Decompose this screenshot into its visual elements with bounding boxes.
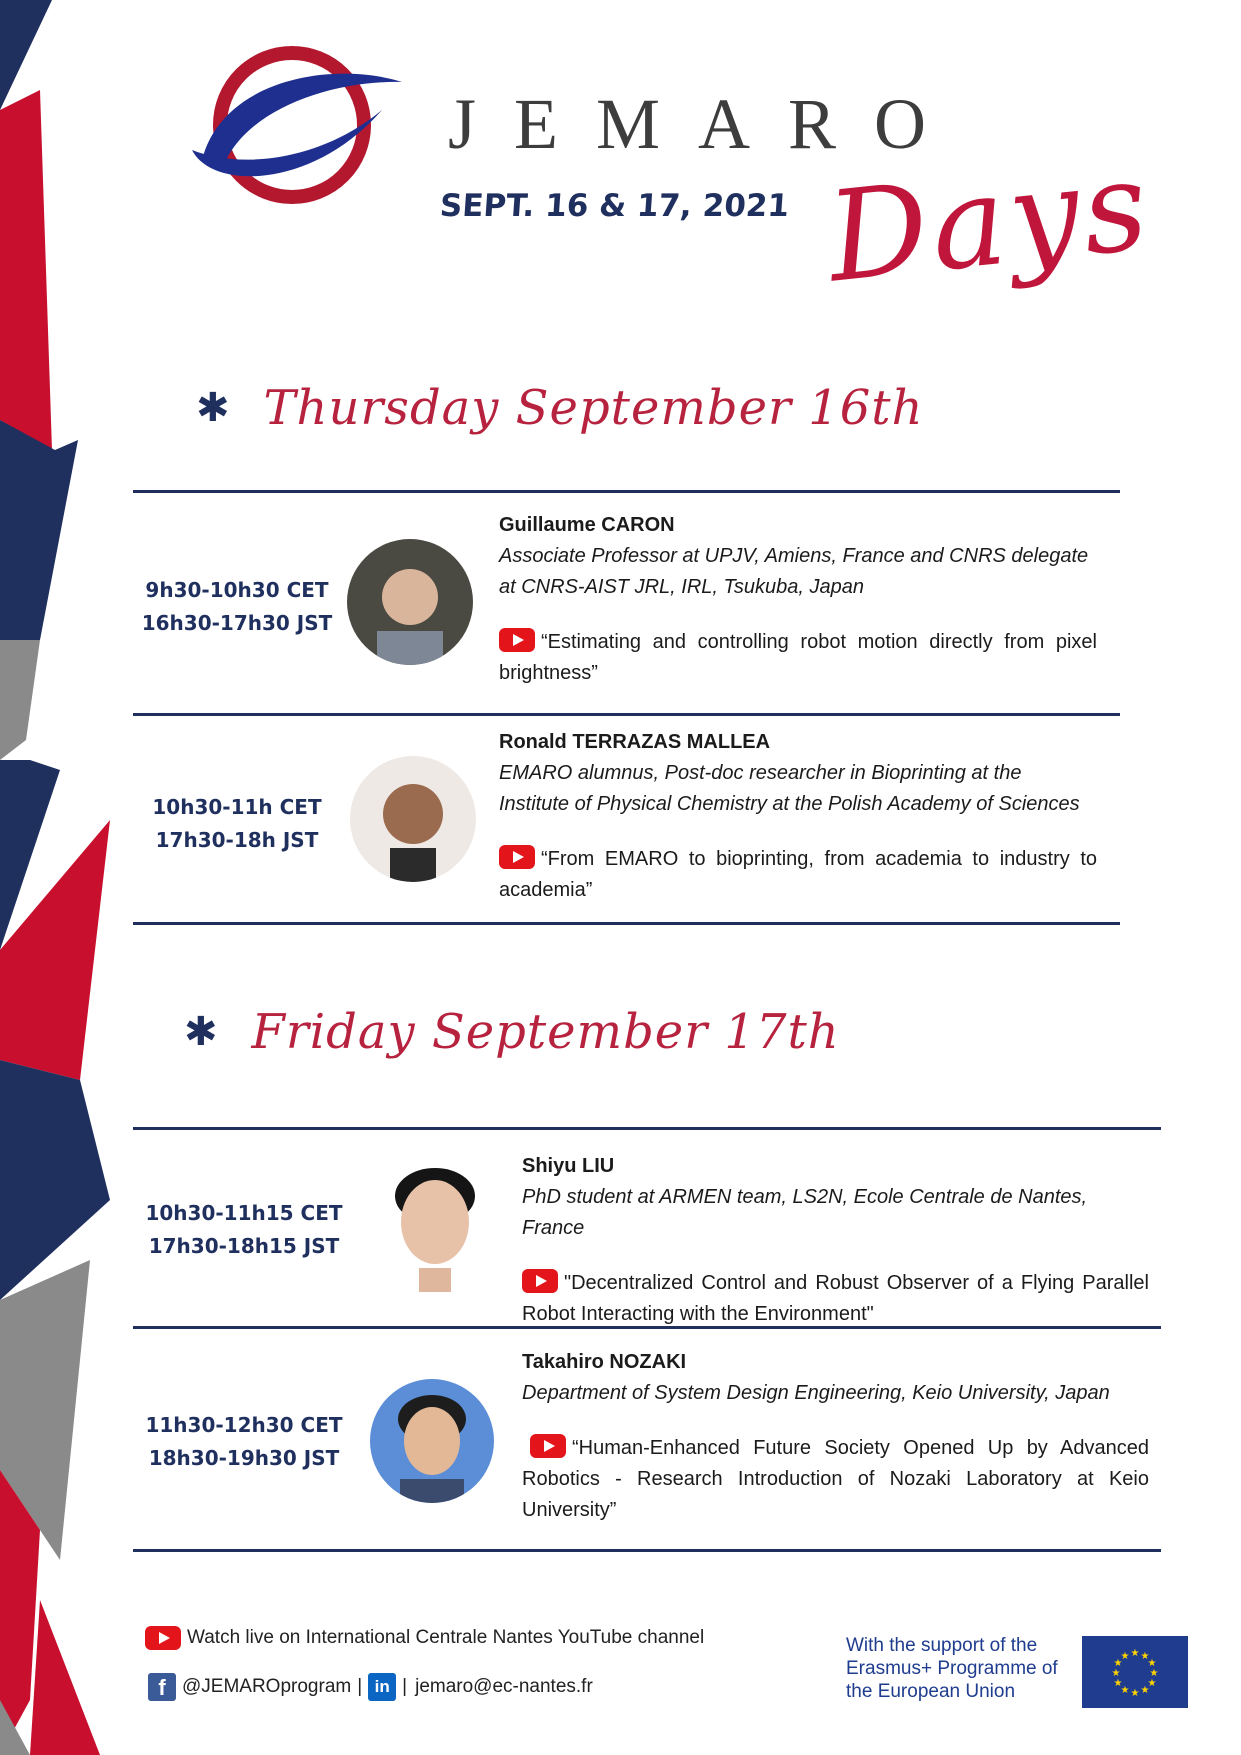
watch-live-line (145, 1626, 704, 1650)
talk-time (122, 574, 352, 640)
talk-time (129, 1197, 359, 1263)
eu-flag-icon (1082, 1636, 1188, 1708)
eu-support-text: With the support of the Erasmus+ Programme of the European Union (846, 1635, 1058, 1702)
day-heading-friday (184, 1004, 840, 1060)
svg-text:★: ★ (1130, 1648, 1140, 1659)
talk-title: "Decentralized Control and Robust Observer of a Flying Parallel Robot Interacting with the Environment" (522, 1272, 1149, 1325)
talk-info (499, 727, 1097, 906)
svg-text:★: ★ (1130, 1688, 1140, 1699)
talk-info (499, 510, 1097, 689)
facebook-handle[interactable]: @JEMAROprogram (182, 1676, 352, 1697)
time-jst: 16h30-17h30 JST (141, 611, 333, 635)
decorative-stars (0, 0, 140, 1755)
divider (133, 1127, 1161, 1130)
day-heading-thursday (196, 380, 924, 436)
svg-text:★: ★ (1120, 1685, 1130, 1696)
speaker-role: EMARO alumnus, Post-doc researcher in Bioprinting at the Institute of Physical Chemistry at the Polish Academy of Sciences (499, 762, 1080, 815)
talk-info (522, 1151, 1149, 1330)
speaker-name: Takahiro NOZAKI (522, 1351, 687, 1373)
speaker-role: Department of System Design Engineering, Keio University, Japan (522, 1382, 1110, 1404)
talk-info (522, 1347, 1149, 1526)
social-line (148, 1673, 593, 1701)
linkedin-icon[interactable]: in (368, 1673, 396, 1701)
talk-time (122, 791, 352, 857)
divider (133, 922, 1120, 925)
svg-text:★: ★ (1140, 1685, 1150, 1696)
svg-text:★: ★ (1147, 1658, 1157, 1669)
days-script-title: Days (821, 133, 1158, 311)
separator: | (402, 1676, 408, 1697)
youtube-icon[interactable] (530, 1434, 566, 1458)
divider (133, 1549, 1161, 1552)
svg-text:★: ★ (1113, 1658, 1123, 1669)
speaker-role: PhD student at ARMEN team, LS2N, Ecole Centrale de Nantes, France (522, 1186, 1088, 1239)
jemaro-logo-icon (182, 40, 412, 210)
talk-time (129, 1409, 359, 1475)
speaker-photo (370, 1379, 494, 1503)
speaker-photo (347, 539, 473, 665)
time-cet: 10h30-11h CET (152, 795, 322, 819)
youtube-icon[interactable] (499, 628, 535, 652)
talk-title-block (522, 1433, 1149, 1526)
youtube-icon[interactable] (522, 1269, 558, 1293)
separator: | (357, 1676, 363, 1697)
youtube-icon[interactable] (499, 845, 535, 869)
talk-title: “Estimating and controlling robot motion directly from pixel brightness” (499, 631, 1097, 684)
facebook-icon[interactable]: f (148, 1673, 176, 1701)
svg-text:★: ★ (1113, 1678, 1123, 1689)
email-link[interactable]: jemaro@ec-nantes.fr (415, 1676, 593, 1697)
svg-text:★: ★ (1120, 1651, 1130, 1662)
time-jst: 18h30-19h30 JST (148, 1446, 340, 1470)
speaker-name: Ronald TERRAZAS MALLEA (499, 731, 771, 753)
talk-title-block (522, 1268, 1149, 1330)
time-cet: 11h30-12h30 CET (145, 1413, 343, 1437)
speaker-name: Shiyu LIU (522, 1155, 615, 1177)
svg-text:★: ★ (1111, 1668, 1121, 1679)
talk-title: “From EMARO to bioprinting, from academia to industry to academia” (499, 848, 1097, 901)
brand-title: JEMARO (448, 84, 965, 164)
watch-live-text[interactable]: Watch live on International Centrale Nantes YouTube channel (187, 1627, 705, 1648)
time-cet: 9h30-10h30 CET (145, 578, 329, 602)
youtube-icon[interactable] (145, 1626, 181, 1650)
day-heading-text: Friday September 17th (251, 1004, 840, 1060)
time-jst: 17h30-18h15 JST (148, 1234, 340, 1258)
time-jst: 17h30-18h JST (155, 828, 319, 852)
asterisk-icon: ✱ (196, 385, 230, 431)
time-cet: 10h30-11h15 CET (145, 1201, 343, 1225)
divider (133, 1326, 1161, 1329)
svg-text:★: ★ (1149, 1668, 1159, 1679)
speaker-role: Associate Professor at UPJV, Amiens, France and CNRS delegate at CNRS-AIST JRL, IRL, Tsukuba, Japan (499, 545, 1089, 598)
divider (133, 490, 1120, 493)
talk-title: “Human-Enhanced Future Society Opened Up by Advanced Robotics - Research Introduction of Nozaki Laboratory at Keio University” (522, 1437, 1149, 1521)
talk-title-block (499, 844, 1097, 906)
divider (133, 713, 1120, 716)
asterisk-icon: ✱ (184, 1009, 218, 1055)
talk-title-block (499, 627, 1097, 689)
day-heading-text: Thursday September 16th (263, 380, 924, 436)
svg-text:★: ★ (1140, 1651, 1150, 1662)
speaker-photo (381, 1164, 489, 1292)
event-dates: SEPT. 16 & 17, 2021 (438, 188, 791, 224)
speaker-name: Guillaume CARON (499, 514, 675, 536)
speaker-photo (350, 756, 476, 882)
svg-text:★: ★ (1147, 1678, 1157, 1689)
